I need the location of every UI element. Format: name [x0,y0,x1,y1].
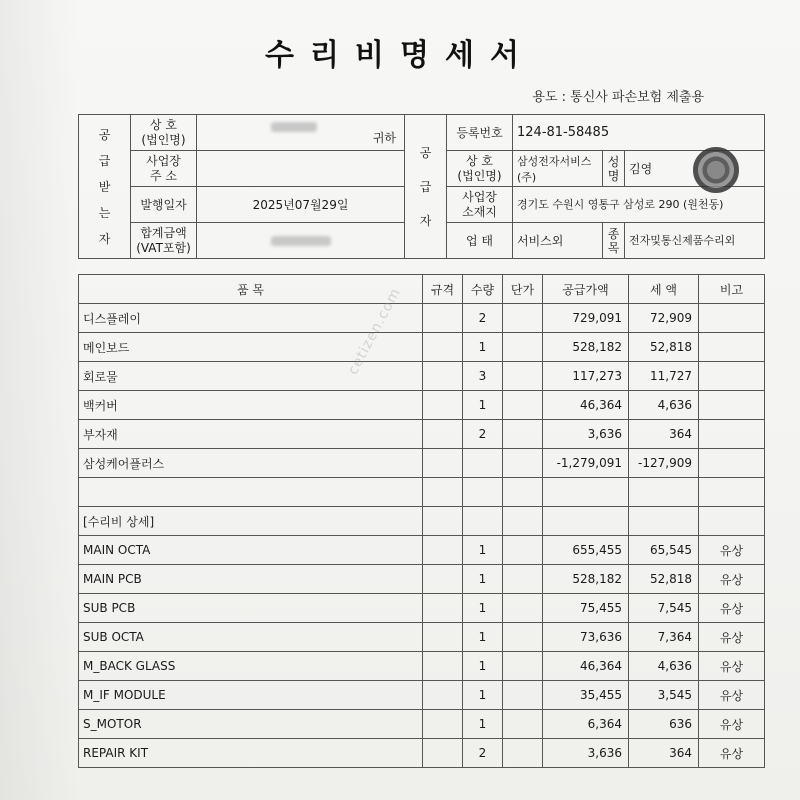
table-row [79,391,765,420]
item-spec [423,594,463,623]
header-table [78,114,765,259]
header-tax: 세 액 [629,275,699,304]
item-qty: 3 [463,362,503,391]
type: 전자및통신제품수리외 [625,223,765,259]
recipient-group-label: 공 급 받 는 자 [79,115,131,259]
item-supply: 75,455 [543,594,629,623]
item-supply: 528,182 [543,333,629,362]
table-row [79,304,765,333]
item-price [503,536,543,565]
item-price [503,739,543,768]
recipient-company-label: 상 호 (법인명) [131,115,197,151]
table-row [79,594,765,623]
item-name: 백커버 [79,391,423,420]
item-spec [423,739,463,768]
item-tax: 72,909 [629,304,699,333]
item-qty: 1 [463,594,503,623]
table-row [79,478,765,507]
item-note: 유상 [699,652,765,681]
item-note [699,333,765,362]
item-spec [423,681,463,710]
table-row [79,710,765,739]
item-qty: 1 [463,623,503,652]
item-price [503,391,543,420]
item-name: 회로물 [79,362,423,391]
header-note: 비고 [699,275,765,304]
item-spec [423,391,463,420]
item-price [503,304,543,333]
item-note [699,449,765,478]
item-name: 부자재 [79,420,423,449]
item-supply: 3,636 [543,420,629,449]
supplier-address-label: 사업장 소재지 [447,187,513,223]
item-name: 메인보드 [79,333,423,362]
item-name: [수리비 상세] [79,507,423,536]
item-note: 유상 [699,594,765,623]
item-tax: 65,545 [629,536,699,565]
table-row [79,623,765,652]
company-seal-stamp [693,147,739,193]
table-row [79,739,765,768]
item-price [503,333,543,362]
item-note [699,478,765,507]
item-price [503,652,543,681]
document-title: 수리비명세서 [265,38,535,73]
item-spec [423,362,463,391]
item-price [503,478,543,507]
table-row [79,420,765,449]
watermark: cetizen.com [345,285,405,378]
header-price: 단가 [503,275,543,304]
item-supply: 528,182 [543,565,629,594]
items-table [78,274,765,768]
item-supply: -1,279,091 [543,449,629,478]
item-spec [423,565,463,594]
supplier-name-label: 성 명 [603,151,625,187]
item-supply: 655,455 [543,536,629,565]
item-name: REPAIR KIT [79,739,423,768]
item-name: M_BACK GLASS [79,652,423,681]
item-tax: 4,636 [629,391,699,420]
item-price [503,623,543,652]
item-tax: 11,727 [629,362,699,391]
type-label: 종 목 [603,223,625,259]
recipient-address-label: 사업장 주 소 [131,151,197,187]
item-name [79,478,423,507]
item-name: MAIN PCB [79,565,423,594]
item-name: SUB PCB [79,594,423,623]
supplier-company: 삼성전자서비스(주) [513,151,603,187]
supplier-group-label: 공 급 자 [405,115,447,259]
item-note: 유상 [699,536,765,565]
item-tax: 52,818 [629,565,699,594]
item-name: 디스플레이 [79,304,423,333]
item-note: 유상 [699,565,765,594]
item-note [699,391,765,420]
item-price [503,710,543,739]
item-spec [423,478,463,507]
item-note [699,420,765,449]
item-tax: 3,545 [629,681,699,710]
table-row [79,449,765,478]
business-label: 업 태 [447,223,513,259]
redacted-company [271,122,317,132]
item-price [503,594,543,623]
item-spec [423,536,463,565]
item-spec [423,333,463,362]
table-header-row [79,275,765,304]
recipient-address [197,151,405,187]
recipient-company-cell [197,115,405,151]
item-qty: 1 [463,681,503,710]
item-qty: 1 [463,652,503,681]
item-qty: 2 [463,739,503,768]
item-qty: 1 [463,536,503,565]
item-name: MAIN OCTA [79,536,423,565]
item-spec [423,507,463,536]
item-supply: 46,364 [543,652,629,681]
item-qty [463,478,503,507]
item-supply [543,507,629,536]
item-spec [423,420,463,449]
header-qty: 수량 [463,275,503,304]
item-price [503,449,543,478]
item-tax: 364 [629,420,699,449]
table-row [79,507,765,536]
redacted-total [271,236,331,246]
item-tax: 636 [629,710,699,739]
table-row [79,681,765,710]
item-price [503,362,543,391]
item-supply: 729,091 [543,304,629,333]
table-row [79,536,765,565]
item-note [699,362,765,391]
item-note: 유상 [699,681,765,710]
business: 서비스외 [513,223,603,259]
item-tax: -127,909 [629,449,699,478]
issue-date: 2025년07월29일 [197,187,405,223]
header-item: 품 목 [79,275,423,304]
item-spec [423,304,463,333]
item-spec [423,623,463,652]
item-qty [463,507,503,536]
item-price [503,565,543,594]
item-name: S_MOTOR [79,710,423,739]
item-qty: 1 [463,710,503,739]
page-shadow [0,0,80,800]
item-name: 삼성케어플러스 [79,449,423,478]
item-tax [629,507,699,536]
total-label: 합계금액 (VAT포함) [131,223,197,259]
item-spec [423,710,463,739]
item-tax: 7,545 [629,594,699,623]
honorific: 귀하 [372,130,396,145]
issue-date-label: 발행일자 [131,187,197,223]
item-qty: 2 [463,420,503,449]
item-supply: 3,636 [543,739,629,768]
table-row [79,362,765,391]
table-row [79,652,765,681]
item-qty [463,449,503,478]
item-supply: 117,273 [543,362,629,391]
item-tax: 4,636 [629,652,699,681]
item-note: 유상 [699,739,765,768]
item-note [699,507,765,536]
header-supply: 공급가액 [543,275,629,304]
item-tax: 52,818 [629,333,699,362]
item-tax: 7,364 [629,623,699,652]
item-note: 유상 [699,623,765,652]
item-price [503,507,543,536]
usage-note: 용도 : 통신사 파손보험 제출용 [532,90,704,105]
item-qty: 1 [463,565,503,594]
header-spec: 규격 [423,275,463,304]
item-name: SUB OCTA [79,623,423,652]
item-supply [543,478,629,507]
supplier-address: 경기도 수원시 영통구 삼성로 290 (원천동) [513,187,765,223]
table-row [79,333,765,362]
item-supply: 46,364 [543,391,629,420]
item-note [699,304,765,333]
item-price [503,681,543,710]
item-spec [423,449,463,478]
item-supply: 73,636 [543,623,629,652]
total-amount [197,223,405,259]
reg-number-label: 등록번호 [447,115,513,151]
item-qty: 1 [463,391,503,420]
item-tax [629,478,699,507]
table-row [79,565,765,594]
item-note: 유상 [699,710,765,739]
item-spec [423,652,463,681]
item-qty: 1 [463,333,503,362]
supplier-name: 김영 [625,151,765,187]
item-price [503,420,543,449]
supplier-company-label: 상 호 (법인명) [447,151,513,187]
item-qty: 2 [463,304,503,333]
reg-number: 124-81-58485 [513,115,765,151]
item-tax: 364 [629,739,699,768]
item-supply: 6,364 [543,710,629,739]
item-supply: 35,455 [543,681,629,710]
item-name: M_IF MODULE [79,681,423,710]
